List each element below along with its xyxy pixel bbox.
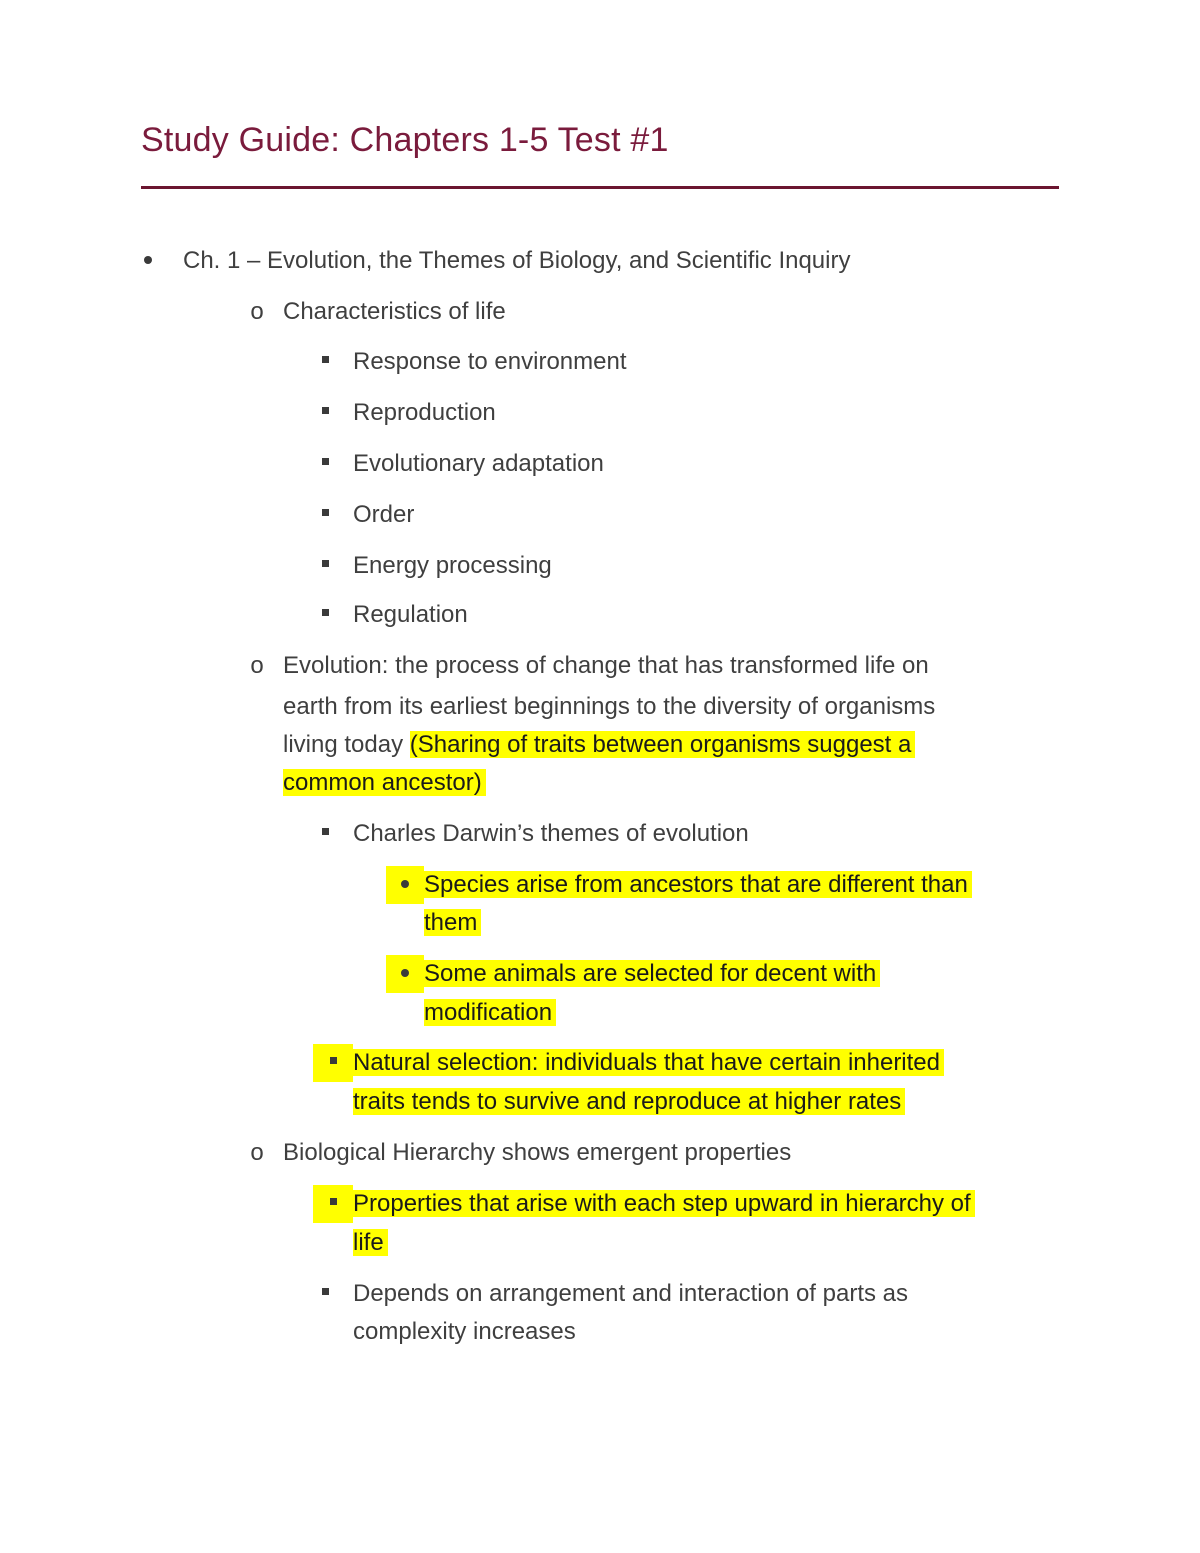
square-bullet-icon (313, 1044, 353, 1082)
highlighted-text: Species arise from ancestors that are different than (424, 871, 972, 898)
list-item: Reproduction (353, 399, 496, 426)
circle-bullet-icon: o (250, 652, 264, 679)
square-bullet-icon (313, 1185, 353, 1223)
highlighted-text: traits tends to survive and reproduce at higher rates (353, 1088, 905, 1115)
bullet-dot-icon (386, 955, 424, 993)
darwin-label: Charles Darwin’s themes of evolution (353, 820, 749, 847)
highlighted-text: common ancestor) (283, 769, 486, 796)
darwin-point (424, 866, 972, 904)
hierarchy-item-line (353, 1224, 388, 1262)
highlighted-text: (Sharing of traits between organisms suggest a (410, 731, 916, 758)
square-bullet-icon (318, 445, 332, 483)
hierarchy-item-line: Depends on arrangement and interaction of parts as (353, 1280, 909, 1307)
highlighted-text: them (424, 909, 481, 936)
characteristics-label: Characteristics of life (283, 298, 506, 325)
bullet-dot-icon (386, 866, 424, 904)
hierarchy-label: Biological Hierarchy shows emergent properties (283, 1139, 792, 1166)
square-bullet-icon (318, 343, 332, 381)
list-item: Order (353, 501, 415, 528)
evolution-plain-text: living today (283, 731, 410, 758)
circle-bullet-icon: o (250, 298, 264, 325)
evolution-definition-line: earth from its earliest beginnings to the diversity of organisms (283, 693, 936, 720)
list-item: Energy processing (353, 552, 552, 579)
darwin-point (424, 904, 481, 942)
chapter-heading: Ch. 1 – Evolution, the Themes of Biology, and Scientific Inquiry (183, 247, 851, 274)
darwin-point (424, 994, 556, 1032)
square-bullet-icon (318, 496, 332, 534)
evolution-definition-line (283, 764, 486, 802)
evolution-definition-line (283, 726, 915, 764)
bullet-dot-icon (140, 242, 156, 280)
page-title: Study Guide: Chapters 1-5 Test #1 (141, 121, 669, 159)
circle-bullet-icon: o (250, 1139, 264, 1166)
square-bullet-icon (318, 1275, 332, 1313)
square-bullet-icon (318, 547, 332, 585)
highlighted-text: Some animals are selected for decent with (424, 960, 880, 987)
highlighted-text: Natural selection: individuals that have certain inherited (353, 1049, 944, 1076)
highlighted-text: modification (424, 999, 556, 1026)
natural-selection-line (353, 1083, 905, 1121)
evolution-definition-line: Evolution: the process of change that has transformed life on (283, 652, 929, 679)
highlighted-text: life (353, 1229, 388, 1256)
highlighted-text: Properties that arise with each step upward in hierarchy of (353, 1190, 975, 1217)
hierarchy-item-line: complexity increases (353, 1318, 576, 1345)
list-item: Response to environment (353, 348, 627, 375)
square-bullet-icon (318, 596, 332, 634)
list-item: Regulation (353, 601, 468, 628)
natural-selection-line (353, 1044, 944, 1082)
square-bullet-icon (318, 394, 332, 432)
title-divider (141, 186, 1059, 189)
list-item: Evolutionary adaptation (353, 450, 604, 477)
square-bullet-icon (318, 815, 332, 853)
hierarchy-item-line (353, 1185, 975, 1223)
darwin-point (424, 955, 880, 993)
